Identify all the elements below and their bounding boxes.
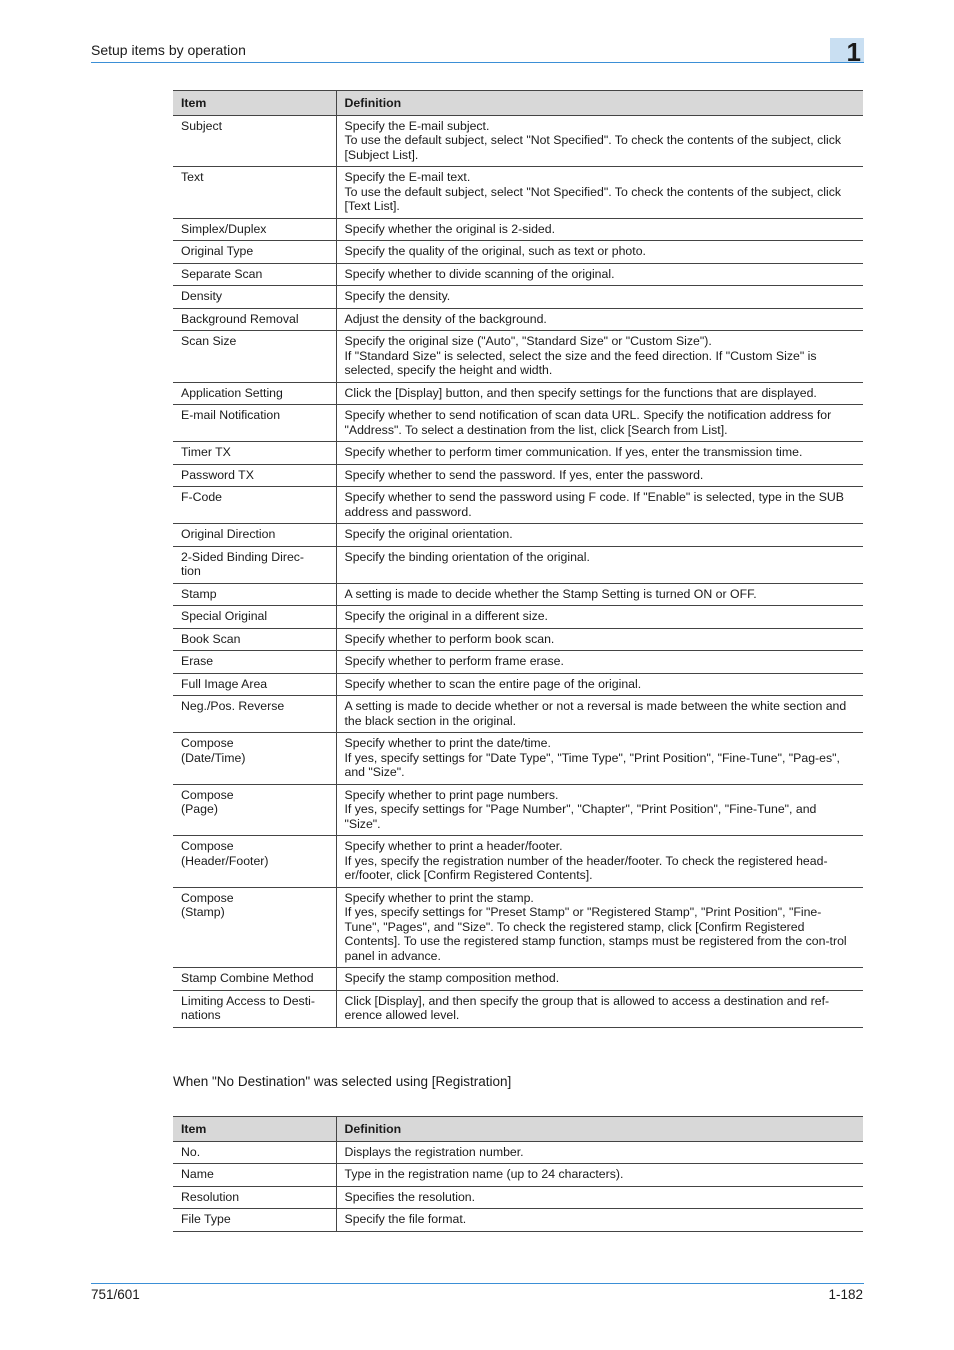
definition-cell-text: To use the default subject, select "Not Specified". To check the contents of the subject, click [Subject List].	[344, 133, 842, 162]
table-row	[173, 628, 863, 651]
item-cell	[173, 651, 336, 674]
definition-cell	[336, 784, 863, 836]
item-cell	[173, 442, 336, 465]
item-cell	[173, 1209, 336, 1232]
table-row	[173, 241, 863, 264]
definition-cell-text: Click [Display], and then specify the group that is allowed to access a destination and ref-erence allowed level.	[344, 993, 830, 1022]
item-cell-text: Neg./Pos. Reverse	[181, 699, 285, 713]
definition-cell-text: Specify whether to print the date/time.	[344, 736, 551, 750]
definition-cell	[336, 673, 863, 696]
item-cell	[173, 836, 336, 888]
definition-cell	[336, 241, 863, 264]
table-row	[173, 115, 863, 167]
item-cell	[173, 583, 336, 606]
definition-cell-text: Specify the original orientation.	[344, 527, 513, 541]
item-cell	[173, 968, 336, 991]
definition-cell-text: Specify whether to print a header/footer.	[344, 839, 563, 853]
table-row	[173, 546, 863, 583]
item-cell-text: Erase	[181, 654, 214, 668]
item-cell-text: Background Removal	[181, 311, 299, 326]
item-cell	[173, 218, 336, 241]
item-cell	[173, 628, 336, 651]
table-row	[173, 405, 863, 442]
definition-cell	[336, 405, 863, 442]
item-cell-text: Density	[181, 289, 223, 303]
definition-cell-text: Specify whether to print page numbers.	[344, 787, 559, 802]
item-cell-text: Special Original	[181, 609, 268, 623]
definition-cell-text: Specify the density.	[344, 289, 451, 303]
chapter-badge	[830, 37, 864, 67]
item-cell	[173, 1164, 336, 1187]
definition-cell	[336, 263, 863, 286]
item-cell	[173, 263, 336, 286]
definition-cell	[336, 1141, 863, 1164]
definition-cell-text: Specify whether to send notification of scan data URL. Specify the notification address for "Address". To select a destination from the list, click [Search from List].	[344, 408, 832, 437]
table-row	[173, 1141, 863, 1164]
table-row	[173, 442, 863, 465]
item-cell-text: Password TX	[181, 467, 254, 482]
definition-cell-text: Specify the stamp composition method.	[344, 971, 560, 985]
item-cell	[173, 464, 336, 487]
definition-cell	[336, 990, 863, 1027]
definition-cell	[336, 733, 863, 785]
definition-cell-text: Specify the E-mail subject.	[344, 118, 490, 133]
table-row	[173, 331, 863, 383]
item-cell-text: Text	[181, 170, 204, 184]
definition-cell	[336, 546, 863, 583]
item-cell-text: Resolution	[181, 1189, 240, 1204]
item-cell	[173, 606, 336, 629]
definition-cell	[336, 696, 863, 733]
item-cell-text: Scan Size	[181, 334, 237, 348]
column-header-definition: Definition	[336, 91, 863, 116]
definition-cell	[336, 487, 863, 524]
item-cell	[173, 286, 336, 309]
definition-cell-text: Specify the quality of the original, such as text or photo.	[344, 244, 646, 258]
definition-cell	[336, 1164, 863, 1187]
definition-cell-text: If yes, specify the registration number of the header/footer. To check the registered head-er/footer, click [Confirm Registered Contents].	[344, 853, 828, 882]
definition-cell-text: Specify whether to send the password using F code. If "Enable" is selected, type in the SUB address and password.	[344, 490, 845, 519]
item-cell-text: Limiting Access to Desti-	[181, 993, 315, 1008]
item-cell	[173, 673, 336, 696]
definition-cell	[336, 583, 863, 606]
definition-cell	[336, 115, 863, 167]
table-row	[173, 673, 863, 696]
table-row	[173, 990, 863, 1027]
item-cell-text: Full Image Area	[181, 676, 268, 691]
table-row	[173, 464, 863, 487]
definition-cell-text: Specify whether to divide scanning of the original.	[344, 266, 615, 281]
item-cell	[173, 784, 336, 836]
definition-cell-text: Specify the original in a different size.	[344, 609, 548, 623]
table-row	[173, 583, 863, 606]
item-cell-text: Stamp	[181, 586, 217, 601]
item-cell-text: Original Type	[181, 244, 254, 258]
table-row	[173, 1164, 863, 1187]
section-caption: When "No Destination" was selected using [Registration]	[173, 1074, 512, 1089]
item-cell	[173, 308, 336, 331]
definition-cell-text: Specify the file format.	[344, 1212, 467, 1226]
definition-cell-text: If "Standard Size" is selected, select the size and the feed direction. If "Custom Size" is selected, specify the height and width.	[344, 348, 817, 377]
definition-cell-text: Specify whether the original is 2-sided.	[344, 221, 556, 236]
table-row	[173, 167, 863, 219]
item-cell-text: File Type	[181, 1212, 231, 1226]
setting-definition-table	[173, 90, 863, 1028]
definition-cell-text: Specify whether to scan the entire page of the original.	[344, 676, 642, 691]
table-row	[173, 606, 863, 629]
definition-cell-text: Specify the original size ("Auto", "Standard Size" or "Custom Size").	[344, 334, 712, 348]
table-row	[173, 1186, 863, 1209]
item-cell-text: (Stamp)	[181, 905, 225, 919]
table-body	[173, 1141, 863, 1231]
definition-cell	[336, 442, 863, 465]
definition-cell-text: Displays the registration number.	[344, 1144, 524, 1159]
table-row	[173, 1209, 863, 1232]
item-cell	[173, 733, 336, 785]
definition-cell-text: A setting is made to decide whether the Stamp Setting is turned ON or OFF.	[344, 586, 757, 601]
definition-cell	[336, 628, 863, 651]
definition-cell-text: Specify the E-mail text.	[344, 170, 471, 184]
definition-cell-text: Specify whether to perform frame erase.	[344, 654, 564, 668]
table-row	[173, 784, 863, 836]
column-header-definition: Definition	[336, 1117, 863, 1142]
table-row	[173, 968, 863, 991]
definition-cell-text: If yes, specify settings for "Page Number", "Chapter", "Print Position", "Fine-Tune", and "Size".	[344, 802, 817, 831]
table-row	[173, 218, 863, 241]
item-cell	[173, 1186, 336, 1209]
definition-cell-text: Type in the registration name (up to 24 characters).	[344, 1167, 624, 1181]
table-row	[173, 836, 863, 888]
item-cell-text: (Page)	[181, 802, 218, 816]
definition-cell	[336, 524, 863, 547]
item-cell	[173, 696, 336, 733]
item-cell-text: Compose	[181, 890, 234, 905]
definition-cell-text: If yes, specify settings for "Preset Stamp" or "Registered Stamp", "Print Position", "Fine-Tune", "Pages", and "Size". To check the registered stamp, click [Confirm Registered Contents]. To use the registered stamp function, stamps must be registered from the con-trol panel in advance.	[344, 905, 847, 963]
table-row	[173, 733, 863, 785]
footer-rule	[91, 1283, 864, 1284]
definition-cell-text: A setting is made to decide whether or not a reversal is made between the white section and the black section in the original.	[344, 699, 847, 728]
item-cell	[173, 115, 336, 167]
definition-cell-text: Specify whether to perform timer communication. If yes, enter the transmission time.	[344, 445, 803, 459]
definition-cell	[336, 286, 863, 309]
item-cell	[173, 487, 336, 524]
item-cell-text: Timer TX	[181, 445, 231, 459]
item-cell-text: Compose	[181, 736, 234, 750]
table-row	[173, 308, 863, 331]
table-row	[173, 382, 863, 405]
definition-cell	[336, 167, 863, 219]
item-cell-text: No.	[181, 1144, 201, 1159]
definition-cell-text: Specify whether to print the stamp.	[344, 890, 534, 905]
item-cell-text: 2-Sided Binding Direc-	[181, 549, 305, 564]
item-cell-text: nations	[181, 1008, 221, 1022]
table-row	[173, 651, 863, 674]
definition-cell	[336, 1186, 863, 1209]
definition-cell	[336, 308, 863, 331]
definition-cell	[336, 218, 863, 241]
item-cell	[173, 990, 336, 1027]
table-row	[173, 487, 863, 524]
definition-cell-text: Click the [Display] button, and then specify settings for the functions that are displayed.	[344, 385, 817, 400]
table-row	[173, 263, 863, 286]
item-cell	[173, 546, 336, 583]
item-cell	[173, 241, 336, 264]
table-row	[173, 524, 863, 547]
item-cell-text: tion	[181, 564, 201, 578]
definition-cell-text: Adjust the density of the background.	[344, 311, 547, 326]
table-row	[173, 887, 863, 968]
item-cell	[173, 405, 336, 442]
definition-cell	[336, 464, 863, 487]
item-cell	[173, 524, 336, 547]
item-cell-text: Book Scan	[181, 631, 241, 646]
item-cell	[173, 331, 336, 383]
table-row	[173, 696, 863, 733]
column-header-item: Item	[173, 1117, 336, 1142]
definition-cell-text: If yes, specify settings for "Date Type", "Time Type", "Print Position", "Fine-Tune", "Pag-es", and "Size".	[344, 750, 840, 779]
definition-cell-text: To use the default subject, select "Not Specified". To check the contents of the subject, click [Text List].	[344, 184, 842, 213]
item-cell-text: Simplex/Duplex	[181, 221, 267, 236]
definition-cell	[336, 382, 863, 405]
item-cell-text: Separate Scan	[181, 266, 263, 281]
definition-cell	[336, 331, 863, 383]
item-cell-text: Original Direction	[181, 527, 276, 541]
definition-cell	[336, 836, 863, 888]
definition-cell-text: Specify the binding orientation of the original.	[344, 549, 590, 564]
item-cell-text: (Date/Time)	[181, 750, 246, 765]
item-cell-text: Compose	[181, 839, 234, 853]
definition-cell	[336, 968, 863, 991]
item-cell-text: E-mail Notification	[181, 408, 281, 422]
definition-cell-text: Specifies the resolution.	[344, 1189, 476, 1204]
definition-cell-text: Specify whether to perform book scan.	[344, 631, 555, 646]
definition-cell-text: Specify whether to send the password. If yes, enter the password.	[344, 467, 704, 482]
item-cell-text: Compose	[181, 787, 234, 802]
chapter-number: 1	[846, 37, 861, 67]
table-header-row	[173, 91, 863, 116]
header-rule	[91, 62, 864, 63]
table-row	[173, 286, 863, 309]
footer-page-number: 1-182	[828, 1287, 863, 1302]
footer-model: 751/601	[91, 1287, 140, 1302]
definition-cell	[336, 887, 863, 968]
item-cell	[173, 382, 336, 405]
table-body	[173, 115, 863, 1027]
definition-cell	[336, 606, 863, 629]
item-cell	[173, 167, 336, 219]
definition-cell	[336, 1209, 863, 1232]
item-cell-text: Application Setting	[181, 385, 283, 400]
running-header-title: Setup items by operation	[91, 42, 246, 58]
item-cell-text: Name	[181, 1167, 214, 1181]
column-header-item: Item	[173, 91, 336, 116]
item-cell	[173, 1141, 336, 1164]
table-header-row	[173, 1117, 863, 1142]
item-cell-text: Subject	[181, 118, 223, 133]
item-cell-text: Stamp Combine Method	[181, 971, 314, 985]
definition-cell	[336, 651, 863, 674]
registration-definition-table	[173, 1116, 863, 1232]
item-cell-text: F-Code	[181, 490, 223, 504]
item-cell	[173, 887, 336, 968]
item-cell-text: (Header/Footer)	[181, 853, 269, 868]
